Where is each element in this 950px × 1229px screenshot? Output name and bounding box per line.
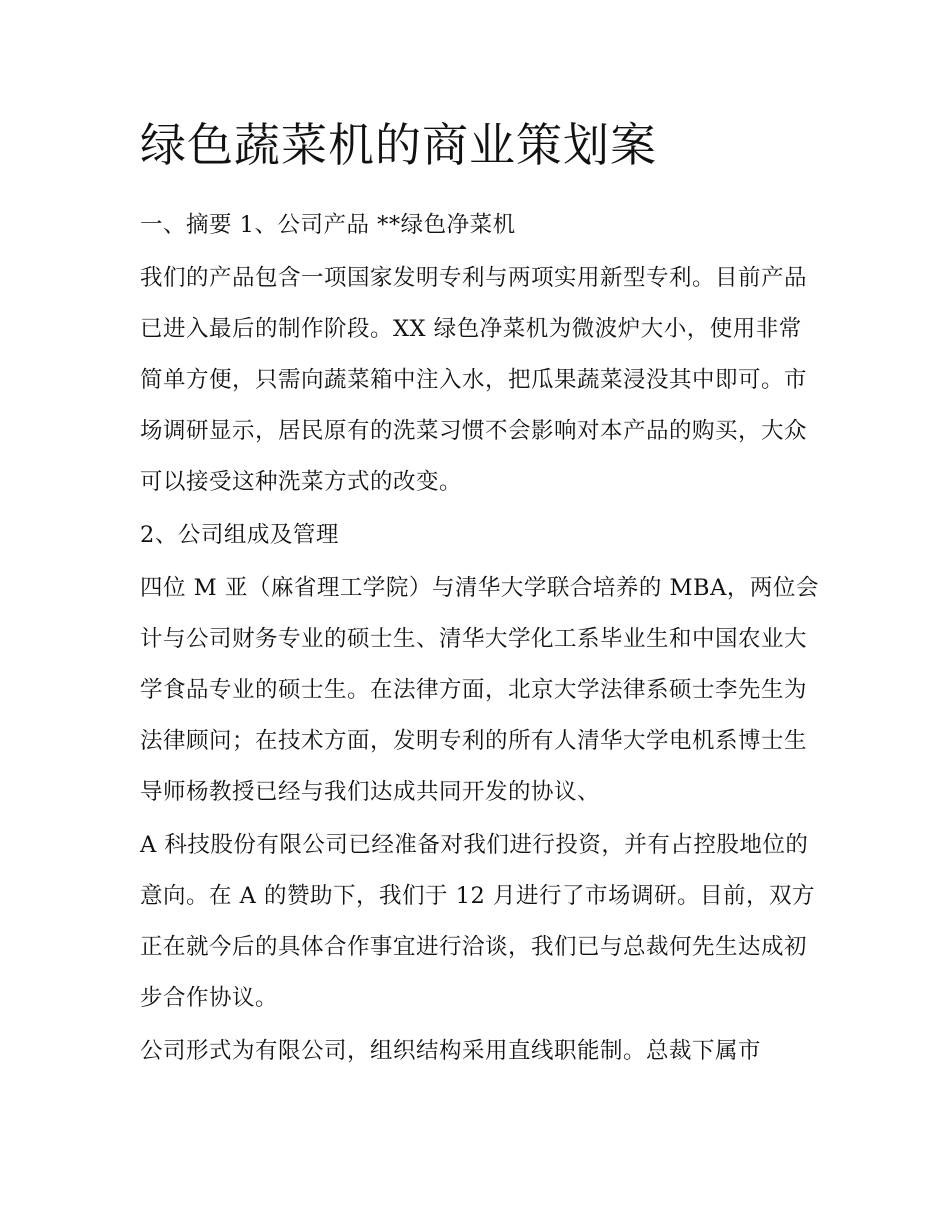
paragraph-investment: A 科技股份有限公司已经准备对我们进行投资，并有占控股地位的意向。在 A 的赞助下，我们于 12 月进行了市场调研。目前，双方正在就今后的具体合作事宜进行洽谈，我们已与总裁何先生达成初步合作协议。 <box>140 832 815 1011</box>
paragraph-team: 四位 M 亚（麻省理工学院）与清华大学联合培养的 MBA，两位会计与公司财务专业的硕士生、清华大学化工系毕业生和中国农业大学食品专业的硕士生。在法律方面，北京大学法律系硕士李先生为法律顾问；在技术方面，发明专利的所有人清华大学电机系博士生导师杨教授已经与我们达成共同开发的协议、 <box>140 575 819 805</box>
document-title: 绿色蔬菜机的商业策划案 <box>140 118 657 172</box>
paragraph-structure: 公司形式为有限公司，组织结构采用直线职能制。总裁下属市 <box>140 1038 762 1064</box>
section-heading-summary: 一、摘要 1、公司产品 **绿色净菜机 <box>140 212 516 238</box>
document-body <box>140 112 820 1079</box>
paragraph-product: 我们的产品包含一项国家发明专利与两项实用新型专利。目前产品已进入最后的制作阶段。XX 绿色净菜机为微波炉大小，使用非常简单方便，只需向蔬菜箱中注入水，把瓜果蔬菜浸没其中即可。市场调研显示，居民原有的洗菜习惯不会影响对本产品的购买，大众可以接受这种洗菜方式的改变。 <box>140 265 808 495</box>
section-heading-company: 2、公司组成及管理 <box>140 522 339 548</box>
